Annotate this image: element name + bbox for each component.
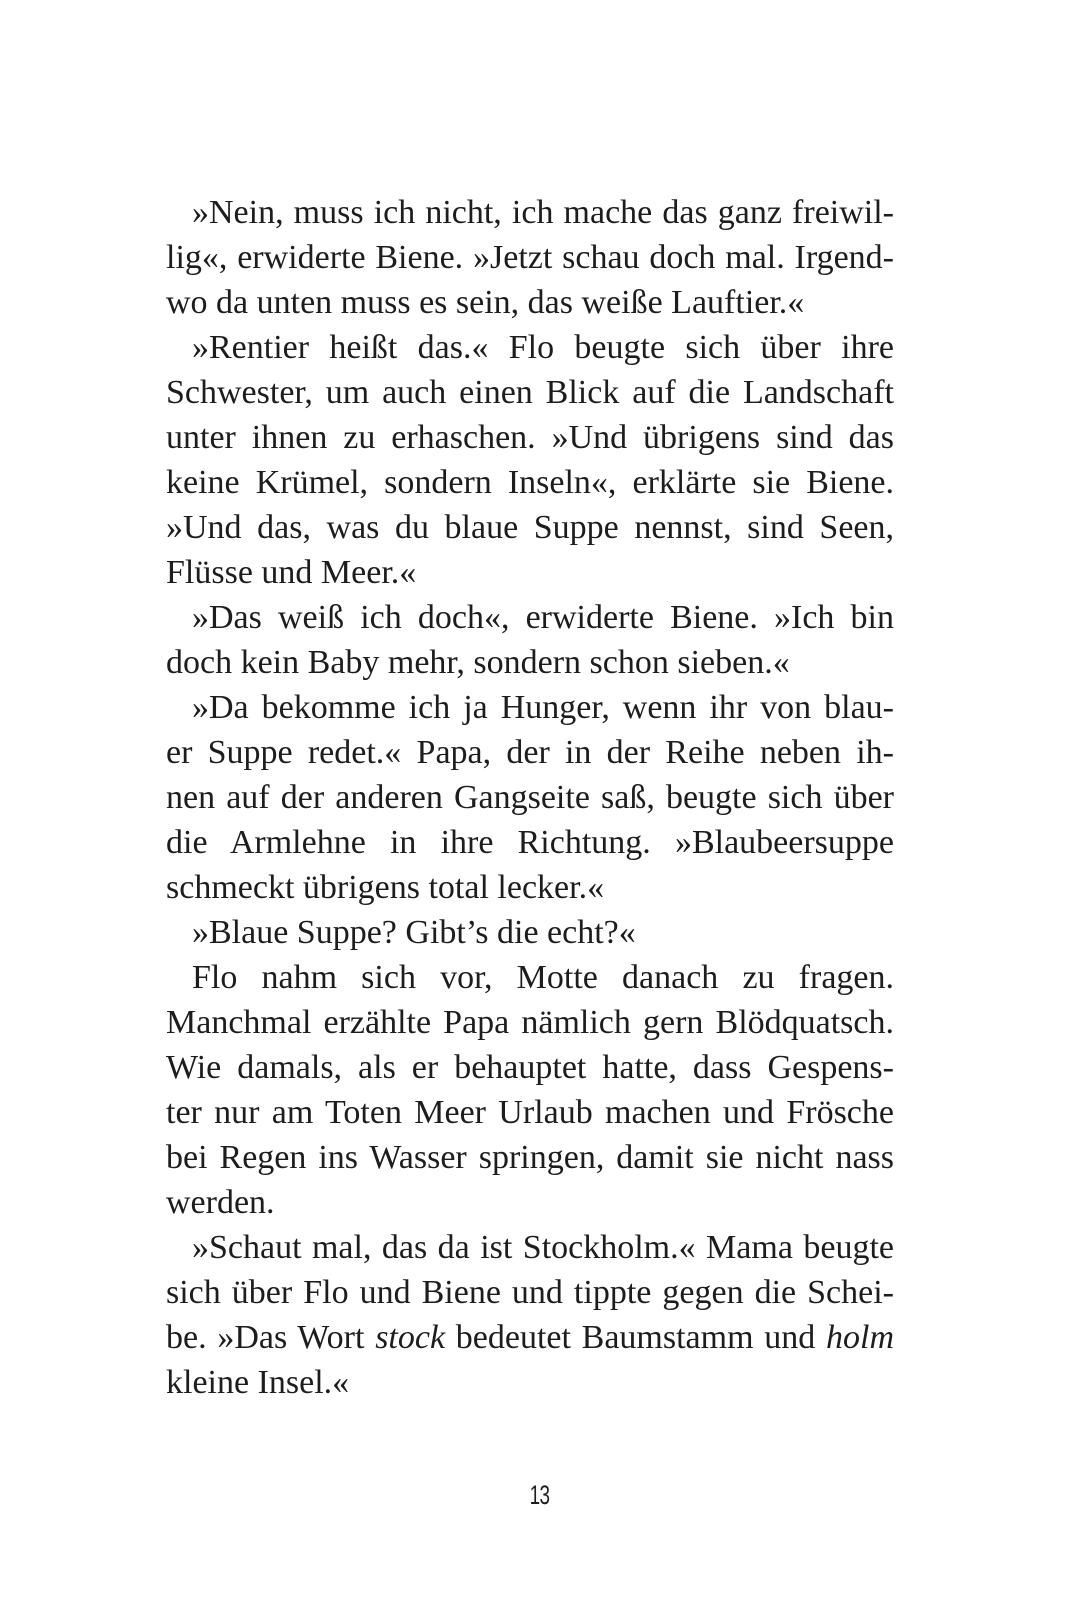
text-line: Flo nahm sich vor, Motte danach zu fragen. (192, 959, 894, 996)
text-line: »Und das, was du blaue Suppe nennst, sind Seen, (166, 509, 894, 546)
text-line: lig«, erwiderte Biene. »Jetzt schau doch mal. Irgend- (166, 239, 894, 276)
text-line: Manchmal erzählte Papa nämlich gern Blödquatsch. (166, 1004, 894, 1041)
text-line-with-emphasis (166, 1315, 894, 1360)
text-line: »Schaut mal, das da ist Stockholm.« Mama beugte (192, 1229, 894, 1266)
text-line: schmeckt übrigens total lecker.« (166, 869, 605, 906)
text-line: Schwester, um auch einen Blick auf die Landschaft (166, 374, 894, 411)
text-line: »Rentier heißt das.« Flo beugte sich über ihre (192, 329, 894, 366)
text-line: »Blaue Suppe? Gibt’s die echt?« (192, 914, 636, 951)
text-run: be. »Das Wort (166, 1319, 376, 1356)
text-line: die Armlehne in ihre Richtung. »Blaubeersuppe (166, 824, 894, 861)
emphasis-stock: stock (375, 1319, 446, 1356)
text-line: wo da unten muss es sein, das weiße Lauftier.« (166, 284, 805, 321)
text-line: bei Regen ins Wasser springen, damit sie nicht nass (166, 1139, 894, 1176)
text-line: »Nein, muss ich nicht, ich mache das ganz freiwil- (192, 194, 894, 231)
text-line: Flüsse und Meer.« (166, 554, 417, 591)
text-line: kleine Insel.« (166, 1364, 350, 1401)
emphasis-holm: holm (826, 1319, 894, 1356)
body-text (166, 190, 894, 1405)
text-line: unter ihnen zu erhaschen. »Und übrigens sind das (166, 419, 894, 456)
text-line: ter nur am Toten Meer Urlaub machen und Frösche (166, 1094, 894, 1131)
text-line: er Suppe redet.« Papa, der in der Reihe neben ih- (166, 734, 894, 771)
text-line: keine Krümel, sondern Inseln«, erklärte sie Biene. (166, 464, 894, 501)
text-line: Wie damals, als er behauptet hatte, dass Gespens- (166, 1049, 894, 1086)
text-line: »Das weiß ich doch«, erwiderte Biene. »Ich bin (192, 599, 894, 636)
page-number: 13 (529, 1480, 550, 1510)
text-line: doch kein Baby mehr, sondern schon sieben.« (166, 644, 790, 681)
text-line: nen auf der anderen Gangseite saß, beugte sich über (166, 779, 894, 816)
text-line: »Da bekomme ich ja Hunger, wenn ihr von blau- (192, 689, 894, 726)
text-run: bedeutet Baumstamm und (445, 1319, 826, 1356)
text-line: werden. (166, 1184, 275, 1221)
text-line: sich über Flo und Biene und tippte gegen die Schei- (166, 1274, 894, 1311)
